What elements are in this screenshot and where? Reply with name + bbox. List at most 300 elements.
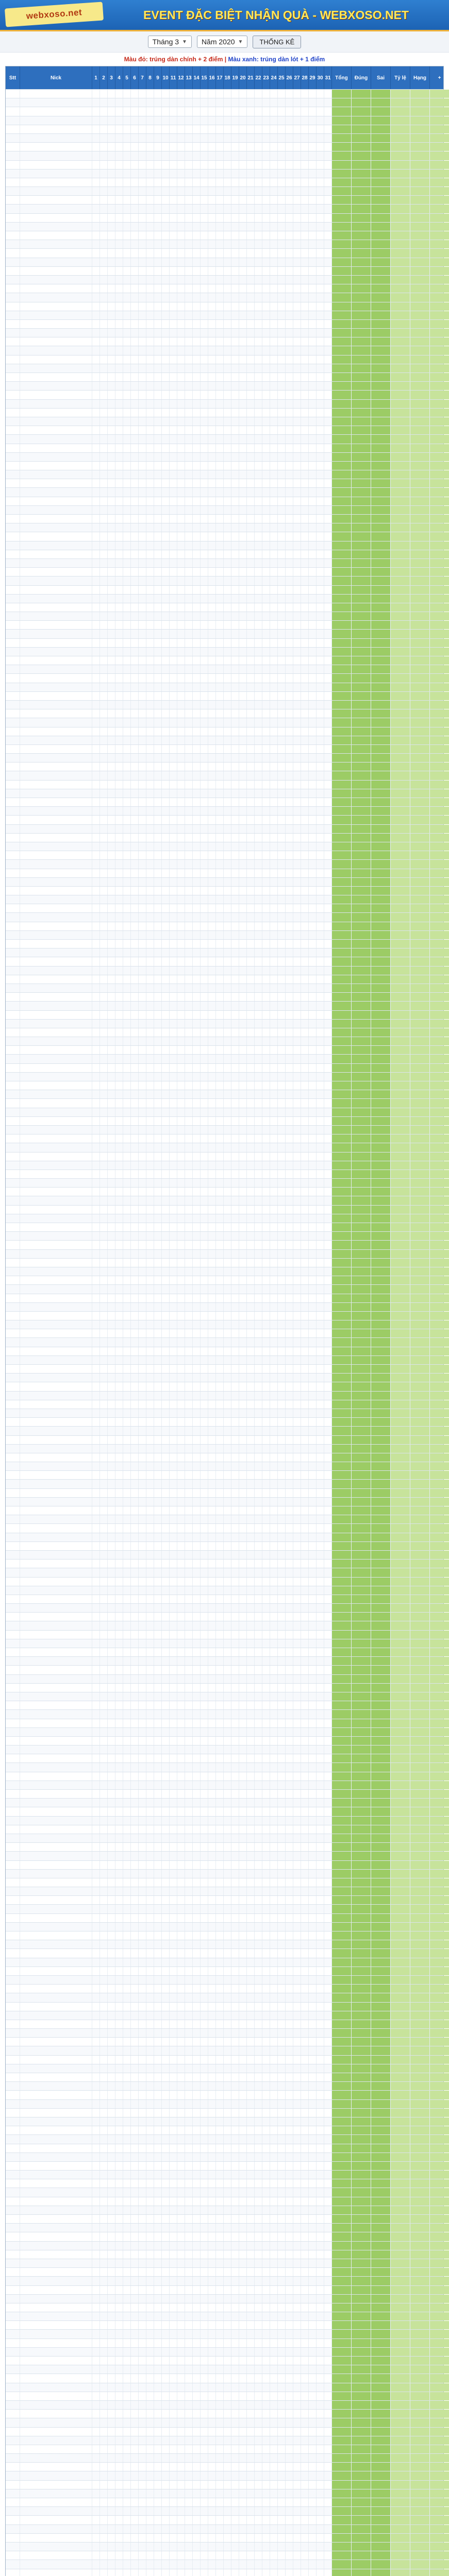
nick-cell[interactable] [20, 559, 92, 567]
row-index-cell [6, 337, 20, 346]
nick-cell[interactable] [20, 1020, 92, 1028]
nick-cell[interactable] [20, 948, 92, 957]
nick-cell[interactable] [20, 497, 92, 505]
nick-cell[interactable] [20, 1090, 92, 1098]
summary-cell [430, 205, 449, 213]
nick-cell[interactable] [20, 1179, 92, 1187]
nick-cell[interactable] [20, 842, 92, 851]
nick-cell[interactable] [20, 196, 92, 204]
day-cell [185, 470, 193, 479]
day-cell [239, 1037, 247, 1045]
nick-cell[interactable] [20, 479, 92, 487]
day-cell [301, 586, 309, 594]
nick-cell[interactable] [20, 391, 92, 399]
nick-cell[interactable] [20, 426, 92, 434]
nick-cell[interactable] [20, 957, 92, 965]
day-cell [100, 205, 108, 213]
page-header [0, 0, 449, 31]
day-cell [177, 568, 185, 576]
nick-cell[interactable] [20, 586, 92, 594]
nick-cell[interactable] [20, 320, 92, 328]
table-row [6, 204, 443, 213]
summary-cell [332, 373, 352, 381]
nick-cell[interactable] [20, 240, 92, 248]
nick-cell[interactable] [20, 178, 92, 187]
nick-cell[interactable] [20, 462, 92, 470]
table-row [6, 585, 443, 594]
day-cell [208, 1046, 216, 1054]
nick-cell[interactable] [20, 488, 92, 496]
nick-cell[interactable] [20, 1081, 92, 1090]
summary-cell [391, 718, 410, 726]
day-cell [131, 1179, 139, 1187]
day-cell [309, 1064, 317, 1072]
summary-cell [430, 762, 449, 771]
day-cell [231, 878, 239, 886]
nick-cell[interactable] [20, 382, 92, 390]
nick-cell[interactable] [20, 1046, 92, 1054]
nick-cell[interactable] [20, 409, 92, 417]
day-cell [170, 754, 177, 762]
nick-cell[interactable] [20, 727, 92, 736]
nick-cell[interactable] [20, 453, 92, 461]
nick-cell[interactable] [20, 762, 92, 771]
day-cell [324, 134, 332, 142]
nick-cell[interactable] [20, 231, 92, 240]
day-cell [224, 479, 231, 487]
day-cell [185, 550, 193, 558]
day-cell [123, 851, 131, 859]
day-cell [115, 373, 123, 381]
day-cell [293, 736, 301, 744]
day-cell [224, 727, 231, 736]
day-cell [262, 337, 270, 346]
day-cell [247, 683, 255, 691]
day-cell [193, 851, 201, 859]
row-index-cell [6, 1055, 20, 1063]
nick-cell[interactable] [20, 346, 92, 354]
nick-cell[interactable] [20, 258, 92, 266]
table-row [6, 869, 443, 877]
nick-cell[interactable] [20, 887, 92, 895]
summary-cell [371, 630, 391, 638]
nick-cell[interactable] [20, 603, 92, 612]
day-cell [262, 904, 270, 912]
nick-cell[interactable] [20, 798, 92, 806]
day-cell [324, 302, 332, 311]
nick-cell[interactable] [20, 444, 92, 452]
header-day: 30 [317, 66, 324, 89]
nick-cell[interactable] [20, 709, 92, 718]
nick-cell[interactable] [20, 718, 92, 726]
nick-cell[interactable] [20, 577, 92, 585]
day-cell [262, 161, 270, 169]
summary-cell [332, 789, 352, 798]
summary-cell [371, 816, 391, 824]
table-row [6, 1045, 443, 1054]
day-cell [239, 337, 247, 346]
nick-cell[interactable] [20, 284, 92, 293]
nick-cell[interactable] [20, 683, 92, 691]
nick-cell[interactable] [20, 311, 92, 319]
day-cell [177, 887, 185, 895]
day-cell [208, 284, 216, 293]
nick-cell[interactable] [20, 931, 92, 939]
day-cell [286, 586, 293, 594]
nick-cell[interactable] [20, 470, 92, 479]
nick-cell[interactable] [20, 223, 92, 231]
day-cell [262, 771, 270, 779]
nick-cell[interactable] [20, 612, 92, 620]
day-cell [317, 497, 324, 505]
summary-cell [371, 550, 391, 558]
day-cell [216, 515, 224, 523]
day-cell [224, 559, 231, 567]
nick-cell[interactable] [20, 754, 92, 762]
nick-cell[interactable] [20, 302, 92, 311]
nick-cell[interactable] [20, 701, 92, 709]
nick-cell[interactable] [20, 90, 92, 98]
nick-cell[interactable] [20, 781, 92, 789]
nick-cell[interactable] [20, 435, 92, 443]
day-cell [255, 798, 262, 806]
nick-cell[interactable] [20, 1153, 92, 1161]
nick-cell[interactable] [20, 98, 92, 107]
day-cell [100, 1134, 108, 1143]
nick-cell[interactable] [20, 904, 92, 912]
nick-cell[interactable] [20, 851, 92, 859]
day-cell [239, 284, 247, 293]
day-cell [231, 337, 239, 346]
nick-cell[interactable] [20, 134, 92, 142]
nick-cell[interactable] [20, 161, 92, 169]
nick-cell[interactable] [20, 745, 92, 753]
nick-cell[interactable] [20, 967, 92, 975]
nick-cell[interactable] [20, 1170, 92, 1178]
day-cell [317, 116, 324, 125]
day-cell [262, 302, 270, 311]
nick-cell[interactable] [20, 373, 92, 381]
day-cell [247, 674, 255, 682]
day-cell [170, 656, 177, 665]
nick-cell[interactable] [20, 771, 92, 779]
day-cell [115, 444, 123, 452]
day-cell [224, 1117, 231, 1125]
nick-cell[interactable] [20, 869, 92, 877]
nick-cell[interactable] [20, 417, 92, 426]
nick-cell[interactable] [20, 984, 92, 992]
day-cell [293, 417, 301, 426]
day-cell [255, 948, 262, 957]
nick-cell[interactable] [20, 1037, 92, 1045]
day-cell [286, 851, 293, 859]
nick-cell[interactable] [20, 506, 92, 514]
day-cell [309, 825, 317, 833]
nick-cell[interactable] [20, 1064, 92, 1072]
nick-cell[interactable] [20, 1099, 92, 1107]
day-cell [286, 355, 293, 364]
day-cell [309, 1055, 317, 1063]
nick-cell[interactable] [20, 249, 92, 257]
submit-button[interactable]: THỐNG KÊ [253, 36, 301, 48]
summary-cell [410, 993, 430, 1001]
row-index-cell [6, 745, 20, 753]
day-cell [278, 1011, 286, 1019]
day-cell [286, 789, 293, 798]
day-cell [131, 373, 139, 381]
day-cell [146, 258, 154, 266]
day-cell [309, 1073, 317, 1081]
day-cell [239, 364, 247, 372]
day-cell [216, 1153, 224, 1161]
day-cell [286, 816, 293, 824]
day-cell [208, 329, 216, 337]
day-cell [317, 559, 324, 567]
day-cell [270, 842, 278, 851]
day-cell [239, 205, 247, 213]
summary-cell [430, 967, 449, 975]
nick-cell[interactable] [20, 550, 92, 558]
day-cell [278, 1153, 286, 1161]
day-cell [100, 1037, 108, 1045]
table-row [6, 523, 443, 532]
summary-cell [352, 665, 371, 673]
nick-cell[interactable] [20, 1073, 92, 1081]
summary-cell [391, 223, 410, 231]
day-cell [139, 453, 146, 461]
nick-cell[interactable] [20, 807, 92, 815]
day-cell [170, 1090, 177, 1098]
day-cell [208, 957, 216, 965]
nick-cell[interactable] [20, 1134, 92, 1143]
table-row [6, 160, 443, 169]
table-row [6, 603, 443, 612]
day-cell [224, 1099, 231, 1107]
nick-cell[interactable] [20, 276, 92, 284]
day-cell [247, 665, 255, 673]
day-cell [286, 161, 293, 169]
day-cell [224, 754, 231, 762]
nick-cell[interactable] [20, 993, 92, 1001]
day-cell [108, 834, 115, 842]
day-cell [100, 1179, 108, 1187]
nick-cell[interactable] [20, 1126, 92, 1134]
nick-cell[interactable] [20, 692, 92, 700]
day-cell [162, 134, 170, 142]
day-cell [224, 223, 231, 231]
day-cell [100, 957, 108, 965]
day-cell [131, 967, 139, 975]
row-index-cell [6, 577, 20, 585]
nick-cell[interactable] [20, 1117, 92, 1125]
nick-cell[interactable] [20, 170, 92, 178]
nick-cell[interactable] [20, 1108, 92, 1116]
day-cell [293, 665, 301, 673]
day-cell [309, 1126, 317, 1134]
day-cell [255, 161, 262, 169]
day-cell [278, 1064, 286, 1072]
nick-cell[interactable] [20, 364, 92, 372]
nick-cell[interactable] [20, 532, 92, 540]
nick-cell[interactable] [20, 116, 92, 125]
month-select[interactable] [148, 36, 192, 48]
day-cell [108, 90, 115, 98]
day-cell [286, 284, 293, 293]
day-cell [177, 462, 185, 470]
day-cell [255, 807, 262, 815]
site-logo[interactable]: webxoso.net [5, 2, 104, 27]
day-cell [185, 674, 193, 682]
summary-cell [332, 462, 352, 470]
day-cell [115, 736, 123, 744]
day-cell [293, 913, 301, 921]
nick-cell[interactable] [20, 621, 92, 629]
day-cell [177, 1055, 185, 1063]
day-cell [154, 426, 162, 434]
day-cell [177, 639, 185, 647]
nick-cell[interactable] [20, 736, 92, 744]
day-cell [317, 1117, 324, 1125]
nick-cell[interactable] [20, 913, 92, 921]
day-cell [92, 391, 100, 399]
summary-cell [352, 621, 371, 629]
day-cell [324, 834, 332, 842]
day-cell [208, 1108, 216, 1116]
day-cell [146, 107, 154, 115]
nick-cell[interactable] [20, 789, 92, 798]
nick-cell[interactable] [20, 187, 92, 195]
nick-cell[interactable] [20, 595, 92, 603]
day-cell [139, 515, 146, 523]
row-index-cell [6, 1090, 20, 1098]
day-cell [286, 223, 293, 231]
table-row [6, 240, 443, 248]
nick-cell[interactable] [20, 1055, 92, 1063]
summary-cell [391, 462, 410, 470]
nick-cell[interactable] [20, 816, 92, 824]
day-cell [293, 382, 301, 390]
day-cell [301, 1073, 309, 1081]
nick-cell[interactable] [20, 940, 92, 948]
day-cell [154, 771, 162, 779]
nick-cell[interactable] [20, 151, 92, 160]
day-cell [317, 895, 324, 904]
day-cell [92, 1081, 100, 1090]
day-cell [216, 816, 224, 824]
day-cell [309, 497, 317, 505]
day-cell [193, 771, 201, 779]
nick-cell[interactable] [20, 1143, 92, 1151]
summary-cell [352, 1055, 371, 1063]
day-cell [185, 479, 193, 487]
nick-cell[interactable] [20, 1161, 92, 1170]
summary-cell [371, 515, 391, 523]
day-cell [201, 842, 208, 851]
nick-cell[interactable] [20, 1028, 92, 1037]
nick-cell[interactable] [20, 515, 92, 523]
day-cell [278, 727, 286, 736]
day-cell [208, 869, 216, 877]
day-cell [108, 311, 115, 319]
nick-cell[interactable] [20, 656, 92, 665]
nick-cell[interactable] [20, 895, 92, 904]
day-cell [224, 984, 231, 992]
nick-cell[interactable] [20, 125, 92, 133]
day-cell [185, 240, 193, 248]
day-cell [201, 1161, 208, 1170]
day-cell [324, 1046, 332, 1054]
summary-cell [352, 692, 371, 700]
summary-cell [391, 1153, 410, 1161]
nick-cell[interactable] [20, 329, 92, 337]
nick-cell[interactable] [20, 975, 92, 984]
nick-cell[interactable] [20, 355, 92, 364]
nick-cell[interactable] [20, 825, 92, 833]
day-cell [231, 709, 239, 718]
nick-cell[interactable] [20, 541, 92, 550]
day-cell [100, 736, 108, 744]
nick-cell[interactable] [20, 860, 92, 868]
day-cell [123, 1055, 131, 1063]
nick-cell[interactable] [20, 1002, 92, 1010]
day-cell [224, 435, 231, 443]
nick-cell[interactable] [20, 630, 92, 638]
nick-cell[interactable] [20, 293, 92, 301]
day-cell [239, 90, 247, 98]
nick-cell[interactable] [20, 834, 92, 842]
day-cell [123, 603, 131, 612]
nick-cell[interactable] [20, 205, 92, 213]
nick-cell[interactable] [20, 143, 92, 151]
summary-cell [371, 957, 391, 965]
nick-cell[interactable] [20, 878, 92, 886]
nick-cell[interactable] [20, 922, 92, 930]
day-cell [270, 807, 278, 815]
nick-cell[interactable] [20, 568, 92, 576]
day-cell [324, 532, 332, 540]
summary-cell [332, 851, 352, 859]
nick-cell[interactable] [20, 648, 92, 656]
nick-cell[interactable] [20, 523, 92, 532]
day-cell [146, 798, 154, 806]
nick-cell[interactable] [20, 1011, 92, 1019]
day-cell [139, 1090, 146, 1098]
day-cell [115, 417, 123, 426]
nick-cell[interactable] [20, 267, 92, 275]
nick-cell[interactable] [20, 107, 92, 115]
day-cell [255, 98, 262, 107]
day-cell [139, 1134, 146, 1143]
nick-cell[interactable] [20, 214, 92, 222]
nick-cell[interactable] [20, 400, 92, 408]
nick-cell[interactable] [20, 639, 92, 647]
day-cell [301, 382, 309, 390]
day-cell [177, 346, 185, 354]
day-cell [247, 515, 255, 523]
day-cell [317, 1099, 324, 1107]
day-cell [201, 957, 208, 965]
nick-cell[interactable] [20, 674, 92, 682]
nick-cell[interactable] [20, 665, 92, 673]
year-select[interactable] [197, 36, 248, 48]
day-cell [170, 904, 177, 912]
day-cell [177, 284, 185, 293]
day-cell [216, 302, 224, 311]
day-cell [100, 311, 108, 319]
summary-cell [352, 523, 371, 532]
summary-cell [352, 887, 371, 895]
nick-cell[interactable] [20, 337, 92, 346]
